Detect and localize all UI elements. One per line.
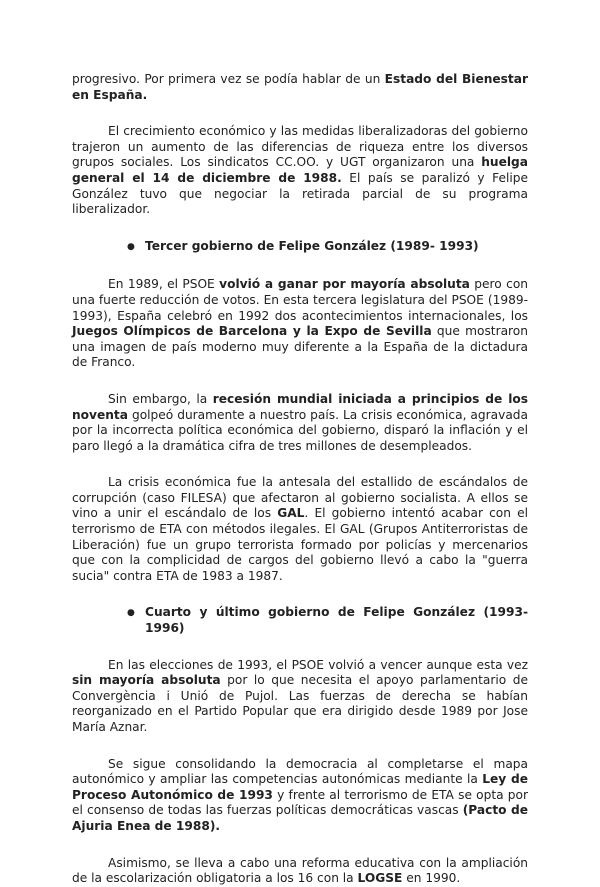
text: El país se paralizó y Felipe González tuvo que negociar la retirada parcial de su programa liberalizador. <box>72 170 528 217</box>
heading-text: Tercer gobierno de Felipe González (1989- 1993) <box>145 238 479 253</box>
document-body <box>72 72 528 887</box>
bold-text: huelga general el 14 de diciembre de 1988. <box>72 155 528 185</box>
bold-text: (Pacto de Ajuria Enea de 1988). <box>72 803 528 833</box>
text: En 1989, el PSOE <box>108 277 220 292</box>
text: por lo que necesita el apoyo parlamentario de Convergència i Unió de Pujol. Las fuerzas de derecha se habían reorganizado en el Partido Popular que era dirigido desde 1989 por Jose María Aznar. <box>72 673 528 734</box>
text: . El gobierno intentó acabar con el terrorismo de ETA con métodos ilegales. El GAL (Grupos Antiterroristas de Liberación) fue un grupo terrorista formado por policías y mercenarios que con la complicidad de cargos del gobierno llevó a cabo la "guerra sucia" contra ETA de 1983 a 1987. <box>72 506 529 583</box>
bold-text: Ley de Proceso Autonómico de 1993 <box>72 772 528 802</box>
text: Se sigue consolidando la democracia al completarse el mapa autonómico y ampliar las competencias autonómicas mediante la <box>72 756 528 787</box>
text: golpeó duramente a nuestro país. La crisis económica, agravada por la incorrecta política económica del gobierno, disparó la inflación y el paro llegó a la dramática cifra de tres millones de desempleados. <box>72 407 528 453</box>
bold-text: GAL <box>277 506 305 521</box>
paragraph-corruption-gal <box>72 475 528 584</box>
text: en 1990. <box>402 871 461 886</box>
text: y frente al terrorismo de ETA se opta por el consenso de todas las fuerzas políticas democráticas vascas <box>72 787 529 818</box>
bold-text: recesión mundial iniciada a principios de los noventa <box>72 391 528 422</box>
paragraph-autonomic-consolidation <box>72 757 528 835</box>
text: progresivo. Por primera vez se podía hablar de un <box>72 72 385 86</box>
bullet-icon: ● <box>127 608 135 619</box>
text: En las elecciones de 1993, el PSOE volvió a vencer aunque esta vez <box>108 657 528 672</box>
bold-text: sin mayoría absoluta <box>72 673 221 688</box>
bullet-icon: ● <box>127 241 135 252</box>
text: que mostraron una imagen de país moderno muy diferente a la España de la dictadura de Franco. <box>72 324 528 370</box>
paragraph-recession <box>72 392 528 454</box>
text: pero con una fuerte reducción de votos. En esta tercera legislatura del PSOE (1989-1993), España celebró en 1992 dos acontecimientos internacionales, los <box>72 277 529 323</box>
paragraph-economic-growth <box>72 124 528 218</box>
bold-text: Estado del Bienestar en España. <box>72 72 528 102</box>
section-heading-third-government <box>72 239 528 257</box>
paragraph-continuation <box>72 72 528 103</box>
text: Sin embargo, la <box>108 391 213 406</box>
text: Asimismo, se lleva a cabo una reforma educativa con la ampliación de la escolarización obligatoria a los 16 con la <box>72 855 528 886</box>
paragraph-education-reform <box>72 856 528 887</box>
heading-text: Cuarto y último gobierno de Felipe González (1993-1996) <box>145 605 528 636</box>
text: La crisis económica fue la antesala del estallido de escándalos de corrupción (caso FILESA) que afectaron al gobierno socialista. A ellos se vino a unir el escándalo de los <box>72 475 528 521</box>
bold-text: LOGSE <box>357 871 403 886</box>
text: El crecimiento económico y las medidas liberalizadoras del gobierno trajeron un aumento de las diferencias de riqueza entre los diversos grupos sociales. Los sindicatos CC.OO. y UGT organizaron una <box>72 124 528 170</box>
paragraph-1989-elections <box>72 277 528 371</box>
section-heading-fourth-government <box>72 605 528 636</box>
bold-text: Juegos Olímpicos de Barcelona y la Expo de Sevilla <box>72 324 432 339</box>
bold-text: volvió a ganar por mayoría absoluta <box>219 277 470 292</box>
paragraph-1993-elections <box>72 658 528 736</box>
